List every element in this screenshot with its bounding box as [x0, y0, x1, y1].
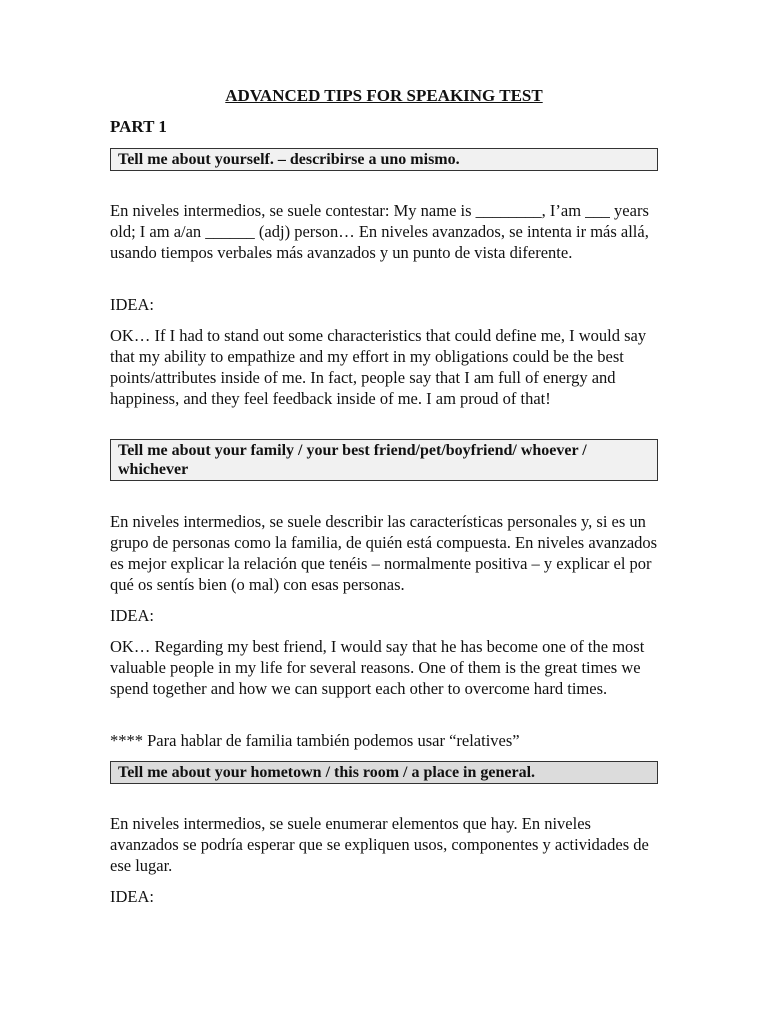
idea-label-yourself: IDEA:	[110, 295, 154, 314]
idea-text-family: OK… Regarding my best friend, I would say that he has become one of the most valuable people in my life for several reasons. One of them is the great times we spend together and how we can support each other to overcome hard times.	[110, 637, 645, 698]
explanation-yourself: En niveles intermedios, se suele contestar: My name is ________, I’am ___ years old; I am a/an ______ (adj) person… En niveles avanzados, se intenta ir más allá, usando tiempos verbales más avanzados y un punto de vista diferente.	[110, 201, 649, 262]
note-relatives: **** Para hablar de familia también podemos usar “relatives”	[110, 731, 520, 750]
idea-label-family: IDEA:	[110, 606, 154, 625]
idea-label-hometown: IDEA:	[110, 887, 154, 906]
question-box-family: Tell me about your family / your best friend/pet/boyfriend/ whoever / whichever	[110, 439, 658, 481]
part-heading: PART 1	[110, 117, 167, 136]
explanation-hometown: En niveles intermedios, se suele enumerar elementos que hay. En niveles avanzados se podría esperar que se expliquen usos, componentes y actividades de ese lugar.	[110, 814, 649, 875]
explanation-family: En niveles intermedios, se suele describir las características personales y, si es un grupo de personas como la familia, de quién está compuesta. En niveles avanzados es mejor explicar la relación que tenéis – normalmente positiva – y explicar el por qué os sentís bien (o mal) con esas personas.	[110, 512, 658, 594]
question-box-hometown: Tell me about your hometown / this room / a place in general.	[110, 761, 658, 784]
question-box-yourself: Tell me about yourself. – describirse a uno mismo.	[110, 148, 658, 171]
document-title: ADVANCED TIPS FOR SPEAKING TEST	[225, 86, 543, 105]
idea-text-yourself: OK… If I had to stand out some characteristics that could define me, I would say that my ability to empathize and my effort in my obligations could be the best points/attributes inside of me. In fact, people say that I am full of energy and happiness, and they feel feedback inside of me. I am proud of that!	[110, 326, 647, 408]
